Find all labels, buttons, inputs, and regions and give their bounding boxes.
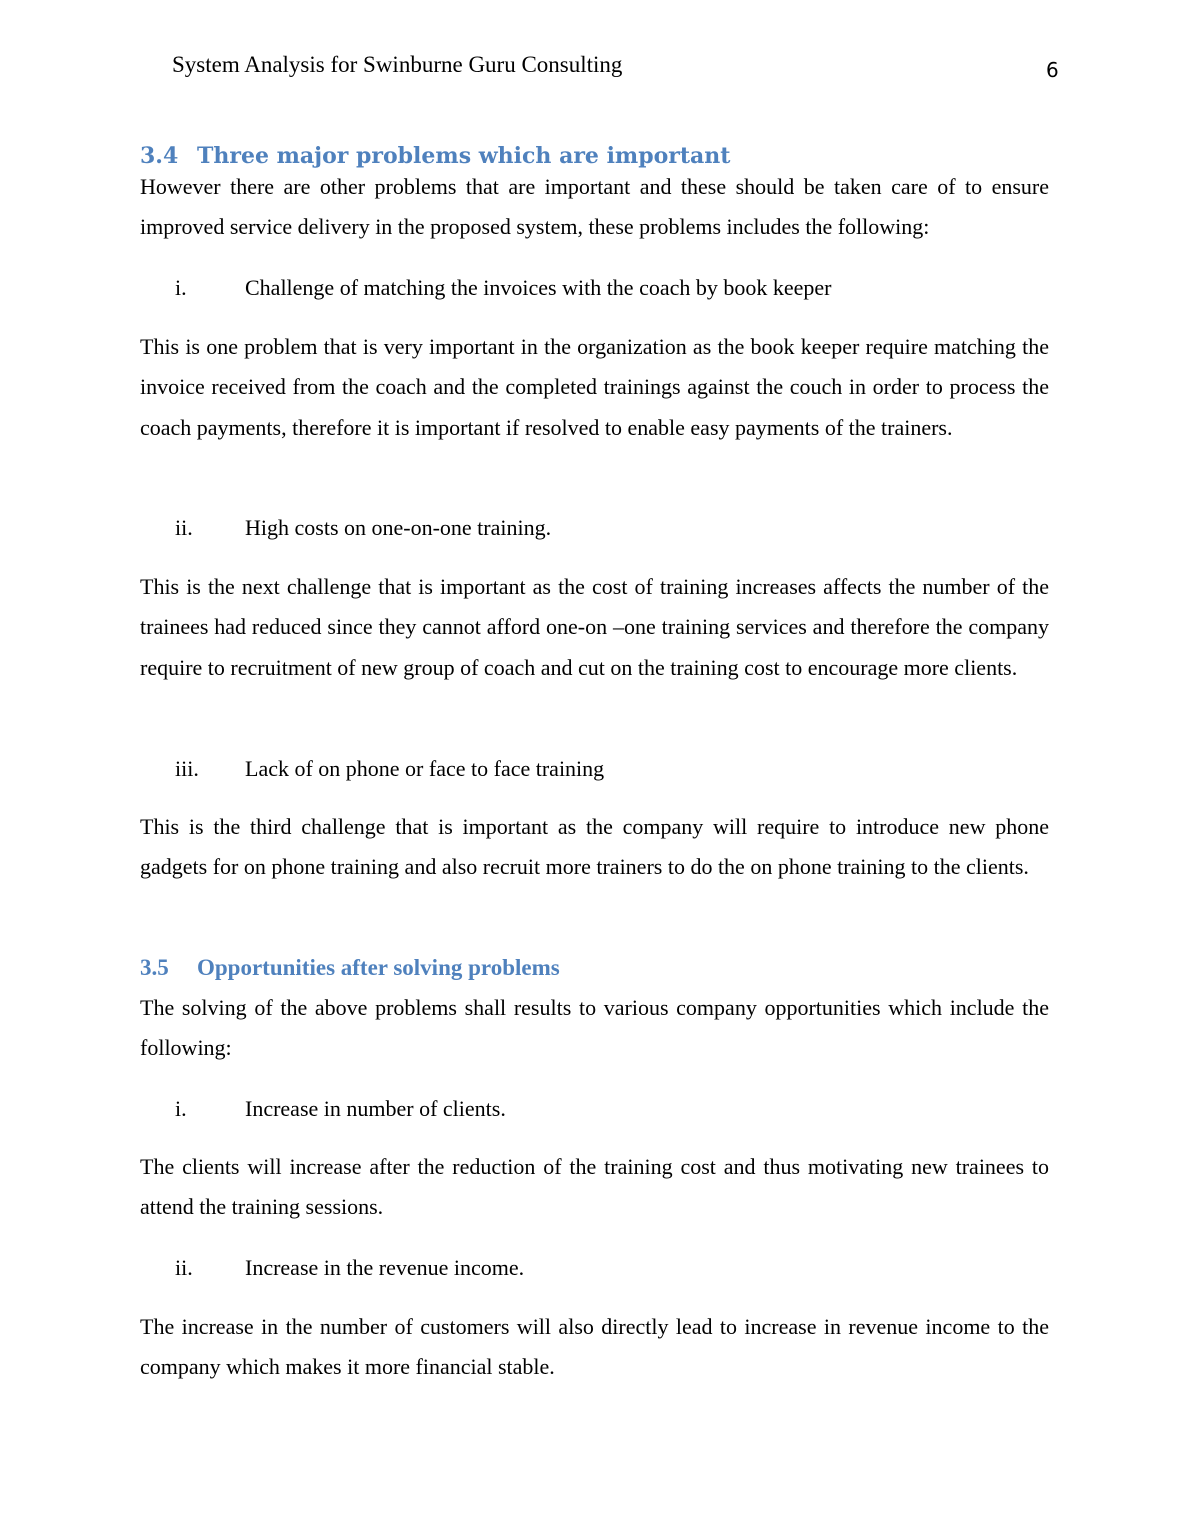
list-item <box>175 273 831 303</box>
list-marker: iii. <box>175 756 199 781</box>
list-item-description: This is the third challenge that is important as the company will require to introduce new phone gadgets for on phone training and also recruit more trainers to do the on phone training to the clients. <box>140 814 1049 880</box>
section-number: 3.5 <box>140 955 169 980</box>
list-item-label: Lack of on phone or face to face training <box>245 756 605 781</box>
list-marker: ii. <box>175 515 193 540</box>
list-item-description: This is the next challenge that is important as the cost of training increases affects the number of the trainees had reduced since they cannot afford one-on –one training services and therefore the company require to recruitment of new group of coach and cut on the training cost to encourage more clients. <box>140 574 1049 680</box>
list-item-label: High costs on one-on-one training. <box>245 515 552 540</box>
list-marker: i. <box>175 275 187 300</box>
running-title: System Analysis for Swinburne Guru Consulting <box>172 52 623 77</box>
list-item-label: Challenge of matching the invoices with the coach by book keeper <box>245 275 832 300</box>
page-number: 6 <box>1046 58 1059 82</box>
list-item-description: This is one problem that is very important in the organization as the book keeper require matching the invoice received from the coach and the completed trainings against the couch in order to process the coach payments, therefore it is important if resolved to enable easy payments of the trainers. <box>140 334 1049 440</box>
list-marker: i. <box>175 1096 187 1121</box>
list-item <box>175 1253 524 1283</box>
section-heading-3-5 <box>140 953 560 983</box>
section-intro: The solving of the above problems shall results to various company opportunities which include the following: <box>140 995 1049 1061</box>
list-marker: ii. <box>175 1255 193 1280</box>
list-item <box>175 1094 506 1124</box>
section-title: Opportunities after solving problems <box>197 955 560 980</box>
section-title: Three major problems which are important <box>197 143 731 169</box>
list-item <box>175 513 551 543</box>
list-item <box>175 754 604 784</box>
list-item-label: Increase in the revenue income. <box>245 1255 525 1280</box>
section-intro: However there are other problems that are important and these should be taken care of to ensure improved service delivery in the proposed system, these problems includes the following: <box>140 174 1049 240</box>
list-item-label: Increase in number of clients. <box>245 1096 506 1121</box>
list-item-description: The increase in the number of customers will also directly lead to increase in revenue income to the company which makes it more financial stable. <box>140 1314 1049 1380</box>
list-item-description: The clients will increase after the reduction of the training cost and thus motivating new trainees to attend the training sessions. <box>140 1154 1049 1220</box>
section-number: 3.4 <box>140 143 179 169</box>
